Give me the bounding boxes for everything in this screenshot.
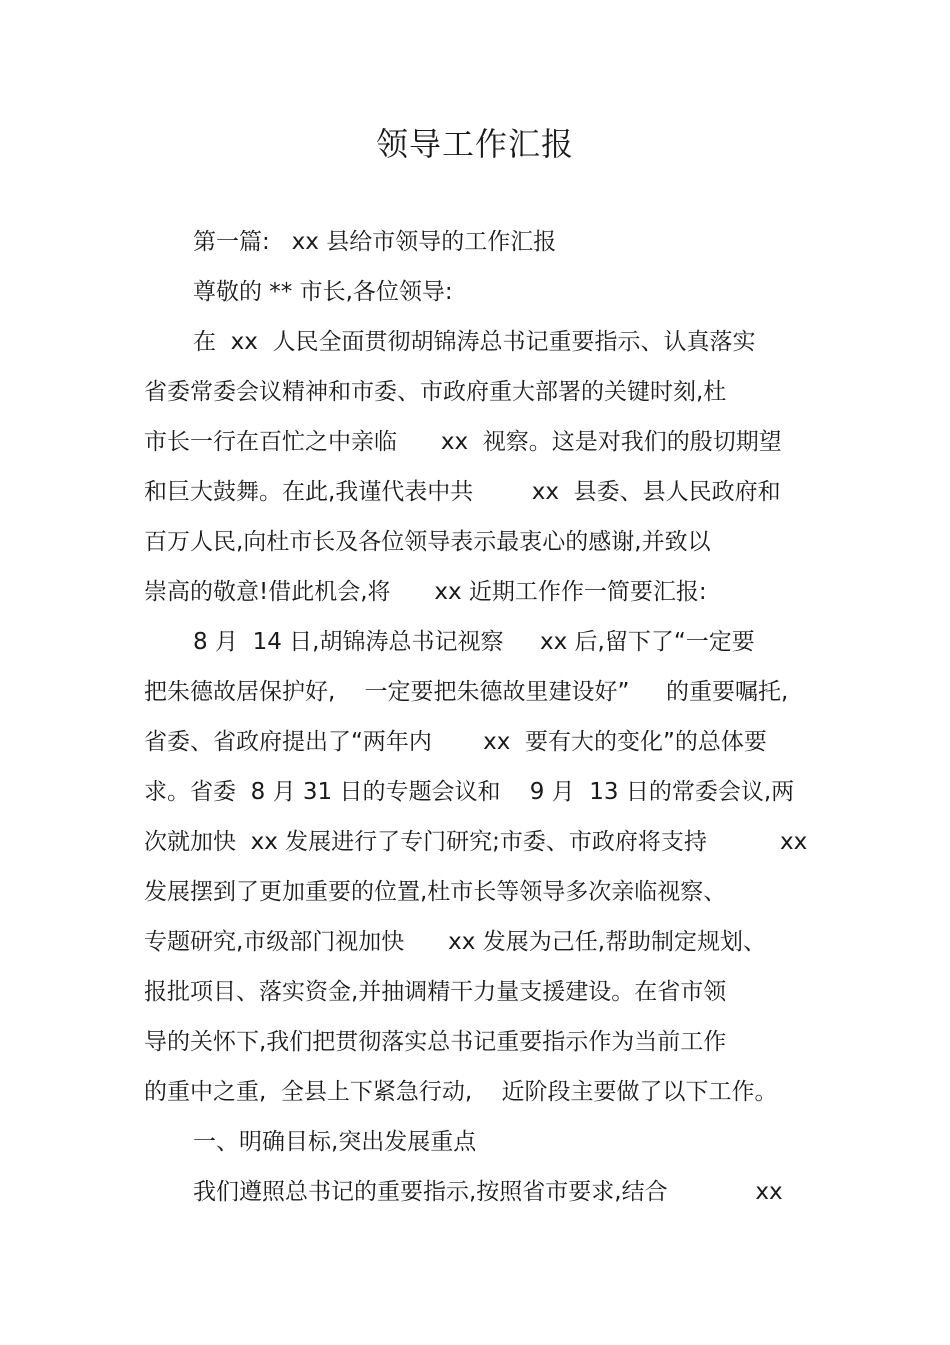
document-title: 领导工作汇报 xyxy=(375,125,574,163)
paragraph-line: 导的关怀下,我们把贯彻落实总书记重要指示作为当前工作 xyxy=(144,1029,727,1055)
paragraph-line: 在 xx 人民全面贯彻胡锦涛总书记重要指示、认真落实 xyxy=(193,329,756,355)
subsection-heading: 一、明确目标,突出发展重点 xyxy=(193,1129,477,1155)
paragraph-line: 百万人民,向杜市长及各位领导表示最衷心的感谢,并致以 xyxy=(144,529,711,555)
paragraph-line: 市长一行在百忙之中亲临 xx 视察。这是对我们的殷切期望 xyxy=(144,429,782,455)
paragraph-line: 报批项目、落实资金,并抽调精干力量支援建设。在省市领 xyxy=(144,979,727,1005)
paragraph-line: 次就加快 xx 发展进行了专门研究;市委、市政府将支持 xx xyxy=(144,829,808,855)
paragraph-line: 省委、省政府提出了“两年内 xx 要有大的变化”的总体要 xyxy=(144,729,767,755)
paragraph-line: 8 月 14 日,胡锦涛总书记视察 xx 后,留下了“一定要 xyxy=(193,629,755,655)
salutation: 尊敬的 ** 市长,各位领导: xyxy=(193,279,453,305)
paragraph-line: 发展摆到了更加重要的位置,杜市长等领导多次亲临视察、 xyxy=(144,879,727,905)
paragraph-line: 省委常委会议精神和市委、市政府重大部署的关键时刻,杜 xyxy=(144,379,727,405)
paragraph-line: 崇高的敬意!借此机会,将 xx 近期工作作一简要汇报: xyxy=(144,579,707,605)
section-heading: 第一篇: xx 县给市领导的工作汇报 xyxy=(193,229,557,255)
paragraph-line: 专题研究,市级部门视加快 xx 发展为己任,帮助制定规划、 xyxy=(144,929,767,955)
paragraph-line: 的重中之重, 全县上下紧急行动, 近阶段主要做了以下工作。 xyxy=(144,1079,778,1105)
paragraph-line: 我们遵照总书记的重要指示,按照省市要求,结合 xx xyxy=(193,1179,783,1205)
paragraph-line: 把朱德故居保护好, 一定要把朱德故里建设好” 的重要嘱托, xyxy=(144,679,789,705)
paragraph-line: 求。省委 8 月 31 日的专题会议和 9 月 13 日的常委会议,两 xyxy=(144,779,795,805)
paragraph-line: 和巨大鼓舞。在此,我谨代表中共 xx 县委、县人民政府和 xyxy=(144,479,781,505)
